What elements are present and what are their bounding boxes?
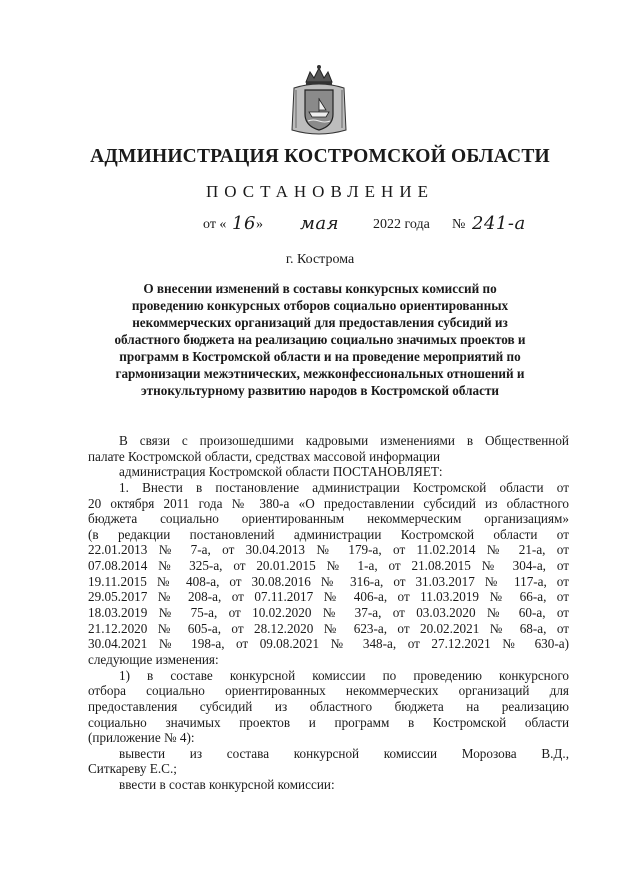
- body-line: 20 октября 2011 года № 380-а «О предоставлении субсидий из областного: [88, 495, 569, 511]
- date-close: »: [256, 217, 263, 232]
- body-line: 1. Внести в постановление администрации Костромской области от: [119, 479, 569, 495]
- title-line: некоммерческих организаций для предоставления субсидий из: [132, 315, 508, 330]
- body-line: 21.12.2020 № 605-а, от 28.12.2020 № 623-а, от 20.02.2021 № 68-а, от: [88, 620, 569, 636]
- body-line: 30.04.2021 № 198-а, от 09.08.2021 № 348-а, от 27.12.2021 № 630-а): [88, 636, 569, 652]
- city: г. Кострома: [285, 252, 355, 267]
- date-year: 2022 года: [373, 217, 430, 232]
- body-line: 29.05.2017 № 208-а, от 07.11.2017 № 406-а, от 11.03.2019 № 66-а, от: [88, 589, 569, 605]
- body-line: бюджета социально ориентированным некоммерческим организациям»: [88, 511, 569, 527]
- title-line: О внесении изменений в составы конкурсных комиссий по: [143, 281, 497, 296]
- title-line: проведению конкурсных отборов социально ориентированных: [131, 298, 509, 313]
- document-number: 241-а: [472, 213, 526, 234]
- body-line: палате Костромской области, средствах массовой информации: [88, 448, 441, 464]
- number-prefix: №: [452, 217, 466, 232]
- document-type: ПОСТАНОВЛЕНИЕ: [205, 182, 434, 201]
- body-line: вывести из состава конкурсной комиссии Морозова В.Д.,: [119, 745, 569, 761]
- body-line: предоставления субсидий из областного бюджета на реализацию: [88, 698, 569, 714]
- title-line: гармонизации межэтнических, межконфессиональных отношений и: [115, 366, 525, 381]
- organization-title: АДМИНИСТРАЦИЯ КОСТРОМСКОЙ ОБЛАСТИ: [90, 146, 550, 167]
- body-line: 18.03.2019 № 75-а, от 10.02.2020 № 37-а, от 03.03.2020 № 60-а, от: [88, 605, 569, 621]
- body-line: 1) в составе конкурсной комиссии по проведению конкурсного: [119, 667, 569, 683]
- title-line: этнокультурному развитию народов в Костромской области: [140, 383, 500, 398]
- body-line: следующие изменения:: [88, 651, 219, 667]
- body-line: (приложение № 4):: [88, 730, 195, 746]
- document-title: [100, 280, 540, 399]
- kostroma-coat-of-arms-icon: [288, 64, 350, 138]
- document-body: [88, 433, 569, 793]
- date-month: мая: [300, 213, 340, 234]
- date-day: 16: [232, 213, 256, 234]
- body-line: 07.08.2014 № 325-а, от 20.01.2015 № 1-а, от 21.08.2015 № 304-а, от: [88, 558, 569, 574]
- body-line: В связи с произошедшими кадровыми изменениями в Общественной: [119, 433, 569, 448]
- body-line: 19.11.2015 № 408-а, от 30.08.2016 № 316-а, от 31.03.2017 № 117-а, от: [88, 573, 569, 589]
- title-line: программ в Костромской области и на проведение мероприятий по: [119, 349, 521, 364]
- date-prefix: от «: [203, 217, 227, 232]
- body-line: (в редакции постановлений администрации Костромской области от: [88, 526, 569, 542]
- body-line: 22.01.2013 № 7-а, от 30.04.2013 № 179-а, от 11.02.2014 № 21-а, от: [88, 542, 569, 558]
- body-line: Ситкареву Е.С.;: [88, 761, 177, 777]
- date-line: [0, 213, 640, 239]
- body-line: отбора социально ориентированных некоммерческих организаций для: [88, 683, 569, 699]
- body-line: администрация Костромской области ПОСТАНОВЛЯЕТ:: [119, 464, 443, 480]
- body-line: ввести в состав конкурсной комиссии:: [119, 777, 335, 793]
- title-line: областного бюджета на реализацию социально значимых проектов и: [114, 332, 526, 347]
- body-line: социально значимых проектов и программ в Костромской области: [88, 714, 569, 730]
